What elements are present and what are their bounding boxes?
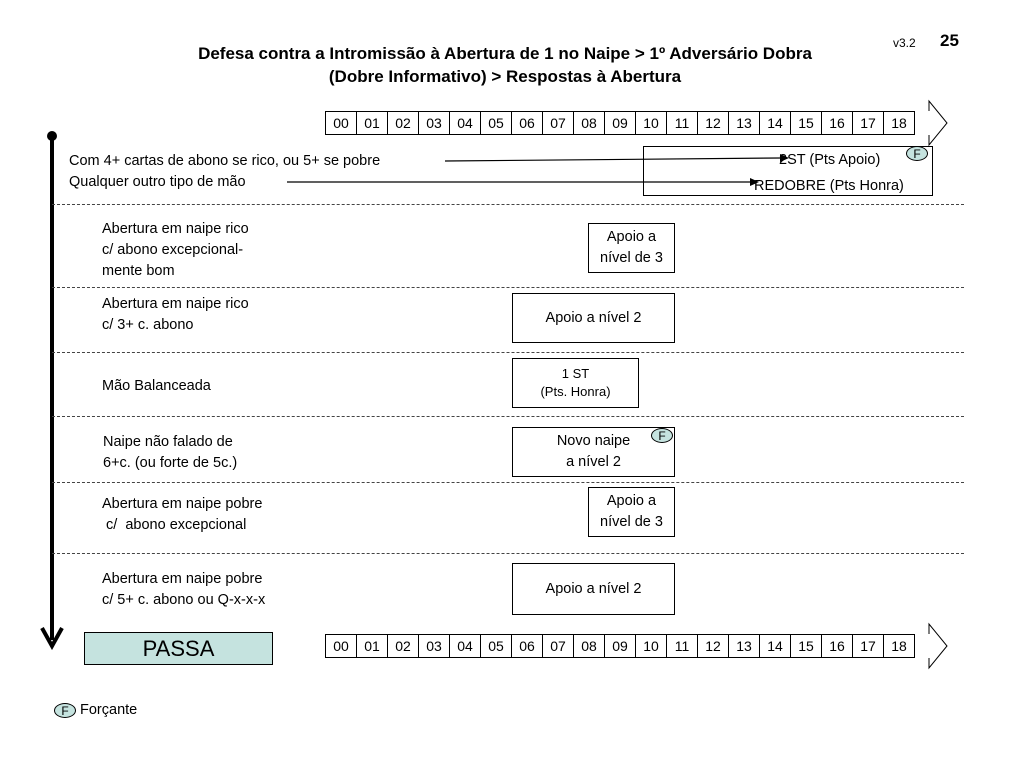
scale-cell: 18	[883, 111, 915, 135]
scale-cell: 00	[325, 634, 357, 658]
top-line-1: Com 4+ cartas de abono se rico, ou 5+ se pobre	[69, 153, 381, 169]
legend-forcing-text: Forçante	[80, 702, 138, 718]
scale-cell: 08	[573, 111, 605, 135]
scale-cell: 09	[604, 111, 636, 135]
version-label: v3.2	[893, 36, 916, 50]
scale-cell: 16	[821, 111, 853, 135]
row-2-label: Abertura em naipe rico c/ 3+ c. abono	[102, 296, 249, 333]
scale-cell: 00	[325, 111, 357, 135]
passa-box: PASSA	[84, 632, 273, 665]
separator-1	[52, 204, 964, 205]
separator-4	[52, 416, 964, 417]
scale-cell: 06	[511, 634, 543, 658]
row-3-bid: 1 ST (Pts. Honra)	[512, 358, 639, 408]
row-4-label: Naipe não falado de 6+c. (ou forte de 5c.)	[103, 434, 238, 471]
row-1-label: Abertura em naipe rico c/ abono excepcional- mente bom	[102, 221, 249, 279]
scale-cell: 02	[387, 634, 419, 658]
scale-cell: 05	[480, 111, 512, 135]
legend-forcing-badge: F	[54, 703, 76, 718]
scale-cell: 17	[852, 634, 884, 658]
separator-3	[52, 352, 964, 353]
bid-2st: 2ST (Pts Apoio)	[779, 152, 881, 168]
scale-cell: 14	[759, 111, 791, 135]
scale-cell: 10	[635, 634, 667, 658]
separator-6	[52, 553, 964, 554]
scale-cell: 10	[635, 111, 667, 135]
top-scale	[325, 111, 915, 135]
scale-cell: 07	[542, 111, 574, 135]
row-4-bid: Novo naipe a nível 2	[512, 427, 675, 477]
scale-cell: 01	[356, 111, 388, 135]
title-line-2: (Dobre Informativo) > Respostas à Abertura	[328, 67, 682, 86]
scale-cell: 15	[790, 111, 822, 135]
scale-cell: 11	[666, 634, 698, 658]
scale-cell: 04	[449, 634, 481, 658]
bottom-scale-arrowhead	[929, 624, 947, 668]
scale-cell: 01	[356, 634, 388, 658]
scale-cell: 03	[418, 634, 450, 658]
top-line-2: Qualquer outro tipo de mão	[69, 174, 246, 190]
scale-cell: 15	[790, 634, 822, 658]
scale-cell: 17	[852, 111, 884, 135]
scale-cell: 08	[573, 634, 605, 658]
separator-5	[52, 482, 964, 483]
scale-cell: 11	[666, 111, 698, 135]
scale-cell: 13	[728, 634, 760, 658]
page-number: 25	[940, 31, 959, 50]
row-5-label: Abertura em naipe pobre c/ abono excepcional	[102, 496, 263, 533]
separator-2	[52, 287, 964, 288]
scale-cell: 12	[697, 634, 729, 658]
scale-cell: 14	[759, 634, 791, 658]
row-5-bid: Apoio a nível de 3	[588, 487, 675, 537]
row-3-label: Mão Balanceada	[102, 378, 211, 394]
top-scale-arrowhead	[929, 101, 947, 145]
scale-cell: 07	[542, 634, 574, 658]
row-1-bid: Apoio a nível de 3	[588, 223, 675, 273]
row-6-bid: Apoio a nível 2	[512, 563, 675, 615]
scale-cell: 12	[697, 111, 729, 135]
scale-cell: 13	[728, 111, 760, 135]
scale-cell: 18	[883, 634, 915, 658]
forcing-badge-row-4: F	[651, 428, 673, 443]
scale-cell: 06	[511, 111, 543, 135]
row-6-label: Abertura em naipe pobre c/ 5+ c. abono ou Q-x-x-x	[102, 571, 266, 608]
forcing-badge-top: F	[906, 146, 928, 161]
title-line-1: Defesa contra a Intromissão à Abertura de 1 no Naipe > 1º Adversário Dobra	[198, 44, 812, 63]
bid-redobre: REDOBRE (Pts Honra)	[754, 178, 904, 194]
scale-cell: 09	[604, 634, 636, 658]
scale-cell: 03	[418, 111, 450, 135]
scale-cell: 04	[449, 111, 481, 135]
scale-cell: 16	[821, 634, 853, 658]
scale-cell: 02	[387, 111, 419, 135]
row-2-bid: Apoio a nível 2	[512, 293, 675, 343]
scale-cell: 05	[480, 634, 512, 658]
bottom-scale	[325, 634, 915, 658]
